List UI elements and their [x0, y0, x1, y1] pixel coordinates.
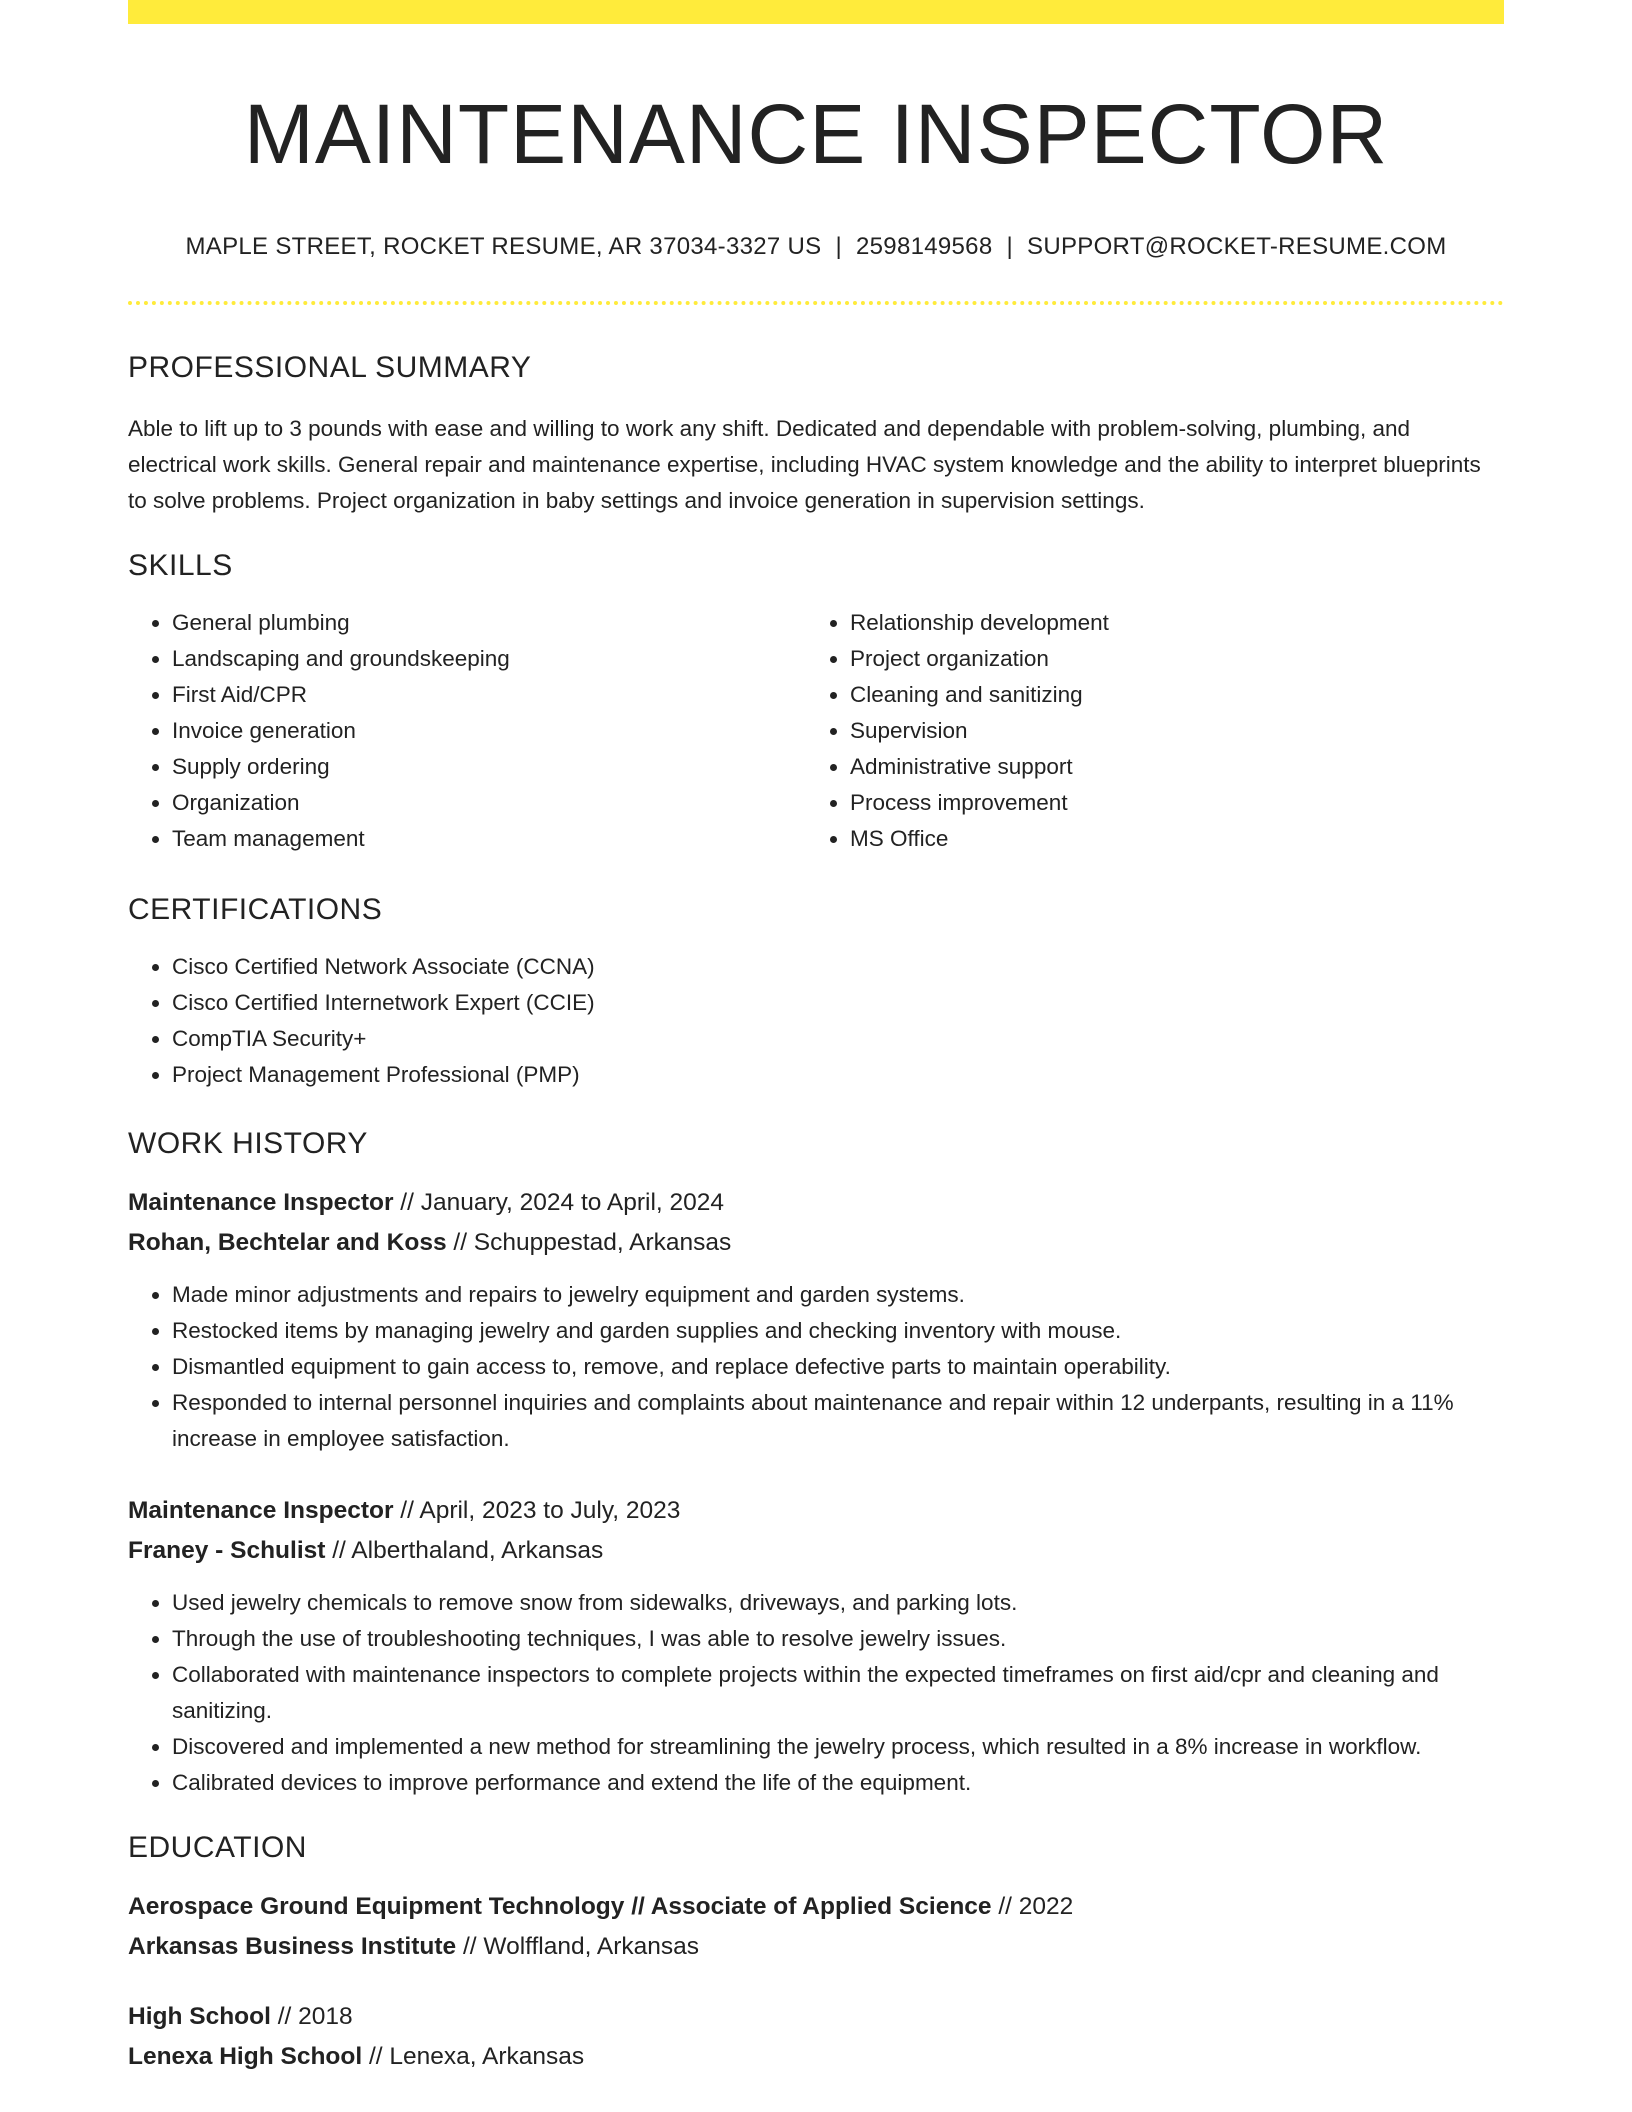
- resume-title: MAINTENANCE INSPECTOR: [243, 87, 1389, 181]
- certification-item: • CompTIA Security+: [172, 1021, 1504, 1057]
- section-heading-work-history: WORK HISTORY: [128, 1126, 368, 1160]
- dotted-divider: [128, 301, 1504, 305]
- skill-item: • MS Office: [850, 821, 1484, 857]
- section-heading-certifications: CERTIFICATIONS: [128, 892, 383, 926]
- education-entry: [128, 1997, 1504, 2077]
- skill-item: • First Aid/CPR: [172, 677, 806, 713]
- job-bullet: • Discovered and implemented a new method for streamlining the jewelry process, which resulted in a 8% increase in workflow.: [172, 1729, 1504, 1765]
- skills-grid: [128, 605, 1504, 857]
- job-bullet: • Made minor adjustments and repairs to jewelry equipment and garden systems.: [172, 1277, 1504, 1313]
- education-degree-line: [128, 1887, 1504, 1927]
- certifications-list: [128, 949, 1504, 1093]
- skill-item: • Team management: [172, 821, 806, 857]
- job-company: Rohan, Bechtelar and Koss: [128, 1228, 447, 1256]
- job-company-line: [128, 1531, 1504, 1571]
- contact-address: MAPLE STREET, ROCKET RESUME, AR 37034-3327 US: [185, 232, 822, 260]
- education-location: // Lenexa, Arkansas: [368, 2042, 585, 2070]
- skill-item: • Administrative support: [850, 749, 1484, 785]
- section-heading-education: EDUCATION: [128, 1830, 307, 1864]
- certification-item: • Cisco Certified Network Associate (CCNA): [172, 949, 1504, 985]
- education-school-line: [128, 1927, 1504, 1967]
- job-dates: // January, 2024 to April, 2024: [400, 1188, 725, 1216]
- education-school: Lenexa High School: [128, 2042, 363, 2070]
- education-entry: [128, 1887, 1504, 1967]
- contact-email[interactable]: SUPPORT@ROCKET-RESUME.COM: [1027, 232, 1447, 260]
- education-degree: Aerospace Ground Equipment Technology // Associate of Applied Science: [128, 1892, 992, 1920]
- job-bullet: • Restocked items by managing jewelry and garden supplies and checking inventory with mouse.: [172, 1313, 1504, 1349]
- job-bullet: • Calibrated devices to improve performance and extend the life of the equipment.: [172, 1765, 1504, 1801]
- job-bullet: • Dismantled equipment to gain access to, remove, and replace defective parts to maintain operability.: [172, 1349, 1504, 1385]
- contact-line: [128, 233, 1504, 261]
- education-year: // 2018: [277, 2002, 353, 2030]
- skill-item: • Process improvement: [850, 785, 1484, 821]
- skills-list-right: [806, 605, 1484, 857]
- section-heading-skills: SKILLS: [128, 548, 233, 582]
- skill-item: • Project organization: [850, 641, 1484, 677]
- job-bullets: [128, 1277, 1504, 1457]
- skills-list-left: [128, 605, 806, 857]
- accent-top-bar: [128, 0, 1504, 24]
- skill-item: • Supply ordering: [172, 749, 806, 785]
- job-location: // Alberthaland, Arkansas: [332, 1536, 604, 1564]
- job-bullet: • Responded to internal personnel inquiries and complaints about maintenance and repair within 12 underpants, resulting in a 11% increase in employee satisfaction.: [172, 1385, 1504, 1457]
- skill-item: • Invoice generation: [172, 713, 806, 749]
- job-company-line: [128, 1223, 1504, 1263]
- skill-item: • Cleaning and sanitizing: [850, 677, 1484, 713]
- section-heading-summary: PROFESSIONAL SUMMARY: [128, 350, 532, 384]
- certification-item: • Cisco Certified Internetwork Expert (CCIE): [172, 985, 1504, 1021]
- education-school: Arkansas Business Institute: [128, 1932, 457, 1960]
- job-entry: [128, 1491, 1504, 1801]
- job-title: Maintenance Inspector: [128, 1188, 394, 1216]
- job-entry: [128, 1183, 1504, 1457]
- contact-phone: 2598149568: [856, 232, 993, 260]
- skill-item: • Organization: [172, 785, 806, 821]
- job-bullets: [128, 1585, 1504, 1801]
- contact-separator: |: [835, 232, 842, 260]
- job-location: // Schuppestad, Arkansas: [453, 1228, 732, 1256]
- job-title-line: [128, 1183, 1504, 1223]
- education-year: // 2022: [998, 1892, 1074, 1920]
- skill-item: • Relationship development: [850, 605, 1484, 641]
- job-title: Maintenance Inspector: [128, 1496, 394, 1524]
- education-school-line: [128, 2037, 1504, 2077]
- skill-item: • Landscaping and groundskeeping: [172, 641, 806, 677]
- education-degree: High School: [128, 2002, 271, 2030]
- job-dates: // April, 2023 to July, 2023: [400, 1496, 681, 1524]
- job-bullet: • Collaborated with maintenance inspectors to complete projects within the expected timeframes on first aid/cpr and cleaning and sanitizing.: [172, 1657, 1504, 1729]
- skill-item: • Supervision: [850, 713, 1484, 749]
- job-company: Franey - Schulist: [128, 1536, 326, 1564]
- skill-item: • General plumbing: [172, 605, 806, 641]
- summary-text: Able to lift up to 3 pounds with ease and willing to work any shift. Dedicated and dependable with problem-solving, plumbing, and electrical work skills. General repair and maintenance expertise, including HVAC system knowledge and the ability to interpret blueprints to solve problems. Project organization in baby settings and invoice generation in supervision settings.: [128, 415, 1481, 513]
- job-bullet: • Through the use of troubleshooting techniques, I was able to resolve jewelry issues.: [172, 1621, 1504, 1657]
- contact-separator: |: [1006, 232, 1014, 260]
- job-title-line: [128, 1491, 1504, 1531]
- certification-item: • Project Management Professional (PMP): [172, 1057, 1504, 1093]
- job-bullet: • Used jewelry chemicals to remove snow from sidewalks, driveways, and parking lots.: [172, 1585, 1504, 1621]
- education-degree-line: [128, 1997, 1504, 2037]
- resume-page: [128, 0, 1504, 2077]
- education-location: // Wolffland, Arkansas: [462, 1932, 700, 1960]
